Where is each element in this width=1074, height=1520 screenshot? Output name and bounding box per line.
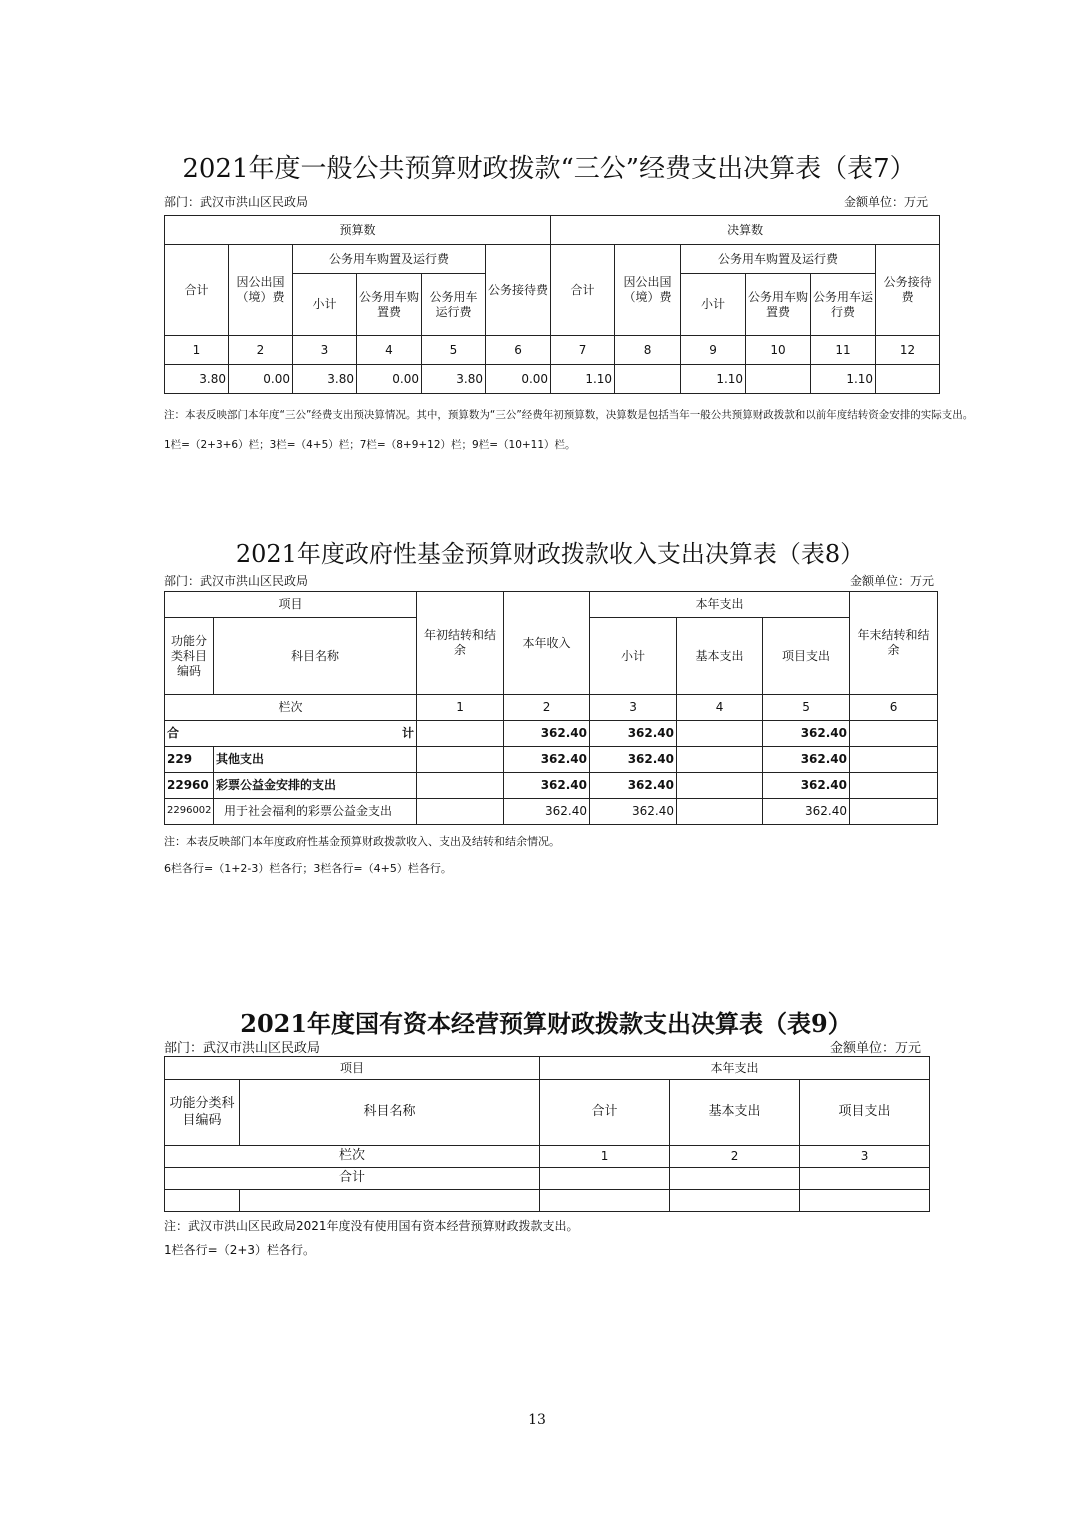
t8-value-cell: 362.40 [763,747,850,773]
t8-value-cell [417,773,504,799]
table8-dept: 部门：武汉市洪山区民政局 [164,574,309,588]
t7-value-cell [615,365,681,394]
t8-value-cell: 362.40 [763,773,850,799]
t9-empty-cell [165,1190,240,1212]
t7-final-header: 决算数 [551,216,940,245]
t7-col-number: 9 [681,336,746,365]
t8-value-cell [417,747,504,773]
t8-project-header: 项目支出 [763,618,850,695]
t7-total-header-final: 合计 [551,245,615,336]
t7-vehicle-header-final: 公务用车购置及运行费 [681,245,876,274]
t8-col-number: 6 [850,695,938,721]
t8-code-cell: 229 [165,747,214,773]
t8-end-header: 年末结转和结余 [850,592,938,695]
t7-col-number: 12 [876,336,940,365]
t7-value-cell: 0.00 [229,365,293,394]
t7-run-header: 公务用车运行费 [422,274,486,336]
table8-title: 2021年度政府性基金预算财政拨款收入支出决算表（表8） [235,540,865,568]
t9-total-header: 合计 [540,1080,670,1146]
t8-code-cell: 2296002 [165,799,214,825]
t7-purchase-header-final: 公务用车购置费 [746,274,811,336]
t9-empty-cell [240,1190,540,1212]
table7-dept: 部门：武汉市洪山区民政局 [164,195,309,209]
t8-value-cell [677,799,763,825]
t8-value-cell [850,799,938,825]
t8-value-cell: 362.40 [504,773,590,799]
t7-value-cell: 3.80 [293,365,357,394]
t7-col-number: 3 [293,336,357,365]
t8-total-cell [677,721,763,747]
table8-formula: 6栏各行=（1+2-3）栏各行；3栏各行=（4+5）栏各行。 [164,862,452,875]
page-number: 13 [528,1412,546,1428]
t9-code-header: 功能分类科目编码 [165,1080,240,1146]
t7-col-number: 10 [746,336,811,365]
t8-total-label [165,721,417,747]
t8-begin-header: 年初结转和结余 [417,592,504,695]
t8-name-cell: 其他支出 [214,747,417,773]
t8-total-cell: 362.40 [504,721,590,747]
table8-note: 注：本表反映部门本年度政府性基金预算财政拨款收入、支出及结转和结余情况。 [164,835,560,848]
t7-value-cell: 3.80 [165,365,229,394]
t8-col-number: 1 [417,695,504,721]
t8-item-header: 项目 [165,592,417,618]
t7-col-number: 7 [551,336,615,365]
t9-expense-header: 本年支出 [540,1057,930,1080]
t8-value-cell [850,747,938,773]
t7-abroad-header: 因公出国（境）费 [229,245,293,336]
t8-col-number: 4 [677,695,763,721]
t7-col-number: 4 [357,336,422,365]
t8-total-row [165,721,938,747]
table9-formula: 1栏各行=（2+3）栏各行。 [164,1243,316,1257]
table9-dept: 部门：武汉市洪山区民政局 [164,1041,321,1056]
t8-value-cell: 362.40 [504,747,590,773]
t7-value-cell: 1.10 [811,365,876,394]
t9-empty-cell [540,1190,670,1212]
t9-name-header: 科目名称 [240,1080,540,1146]
table7-formula: 1栏=（2+3+6）栏；3栏=（4+5）栏；7栏=（8+9+12）栏；9栏=（10+11）栏。 [164,439,576,451]
t8-col-number: 2 [504,695,590,721]
table-row [165,747,938,773]
t8-income-header: 本年收入 [504,592,590,695]
t7-value-cell: 1.10 [681,365,746,394]
table9 [164,1056,930,1212]
t8-code-cell: 22960 [165,773,214,799]
t8-name-header: 科目名称 [214,618,417,695]
t9-empty-cell [670,1190,800,1212]
table9-unit: 金额单位：万元 [829,1041,921,1056]
t7-value-cell: 1.10 [551,365,615,394]
t8-value-cell [417,799,504,825]
t8-total-cell: 362.40 [590,721,677,747]
t7-col-number: 5 [422,336,486,365]
t8-value-cell [677,773,763,799]
t7-value-cell: 0.00 [486,365,551,394]
t7-value-cell [746,365,811,394]
t8-value-cell: 362.40 [763,799,850,825]
t9-empty-cell [800,1168,930,1190]
table7 [164,215,940,394]
t9-col-number: 1 [540,1146,670,1168]
table8-unit: 金额单位：万元 [849,574,934,588]
t7-col-number: 8 [615,336,681,365]
t8-value-cell: 362.40 [590,773,677,799]
table9-title: 2021年度国有资本经营预算财政拨款支出决算表（表9） [240,1009,852,1038]
t7-subtotal-header: 小计 [293,274,357,336]
t7-abroad-header-final: 因公出国（境）费 [615,245,681,336]
t8-total-cell [417,721,504,747]
t9-total-row [165,1168,930,1190]
t8-total-label-b: 计 [402,726,415,740]
t8-total-cell: 362.40 [763,721,850,747]
t8-total-cell [850,721,938,747]
table-row [165,773,938,799]
t9-col-number: 3 [800,1146,930,1168]
t9-empty-cell [800,1190,930,1212]
t7-total-header: 合计 [165,245,229,336]
t8-total-label-a: 合 [167,726,180,740]
table-row [165,1190,930,1212]
t7-col-number: 1 [165,336,229,365]
t9-col-number: 2 [670,1146,800,1168]
table9-note: 注：武汉市洪山区民政局2021年度没有使用国有资本经营预算财政拨款支出。 [164,1219,579,1233]
t7-reception-header: 公务接待费 [486,245,551,336]
table7-note: 注：本表反映部门本年度“三公”经费支出预决算情况。其中，预算数为“三公”经费年初预算数，决算数是包括当年一般公共预算财政拨款和以前年度结转资金安排的实际支出。 [164,409,974,421]
t8-code-header: 功能分类科目编码 [165,618,214,695]
t8-expense-header: 本年支出 [590,592,850,618]
table7-unit: 金额单位：万元 [843,195,928,209]
t7-subtotal-header-final: 小计 [681,274,746,336]
t7-col-number: 2 [229,336,293,365]
t8-col-number: 3 [590,695,677,721]
t9-total-label: 合计 [165,1168,540,1190]
t8-seq-header: 栏次 [165,695,417,721]
t7-col-number: 11 [811,336,876,365]
t8-value-cell [677,747,763,773]
t7-col-number: 6 [486,336,551,365]
t8-col-number: 5 [763,695,850,721]
t9-item-header: 项目 [165,1057,540,1080]
t8-name-cell: 彩票公益金安排的支出 [214,773,417,799]
t7-purchase-header: 公务用车购置费 [357,274,422,336]
t8-value-cell: 362.40 [590,799,677,825]
t8-name-cell: 用于社会福利的彩票公益金支出 [214,799,417,825]
t7-vehicle-header: 公务用车购置及运行费 [293,245,486,274]
t9-basic-header: 基本支出 [670,1080,800,1146]
t8-value-cell [850,773,938,799]
t8-subtotal-header: 小计 [590,618,677,695]
table8 [164,591,938,825]
t9-seq-header: 栏次 [165,1146,540,1168]
table-row [165,799,938,825]
t9-empty-cell [540,1168,670,1190]
t7-value-cell [876,365,940,394]
t8-basic-header: 基本支出 [677,618,763,695]
t7-reception-header-final: 公务接待费 [876,245,940,336]
t9-empty-cell [670,1168,800,1190]
t8-value-cell: 362.40 [504,799,590,825]
table7-title: 2021年度一般公共预算财政拨款“三公”经费支出决算表（表7） [182,154,916,184]
t7-budget-header: 预算数 [165,216,551,245]
t8-value-cell: 362.40 [590,747,677,773]
t7-value-cell: 3.80 [422,365,486,394]
t7-run-header-final: 公务用车运行费 [811,274,876,336]
t7-value-cell: 0.00 [357,365,422,394]
t9-project-header: 项目支出 [800,1080,930,1146]
